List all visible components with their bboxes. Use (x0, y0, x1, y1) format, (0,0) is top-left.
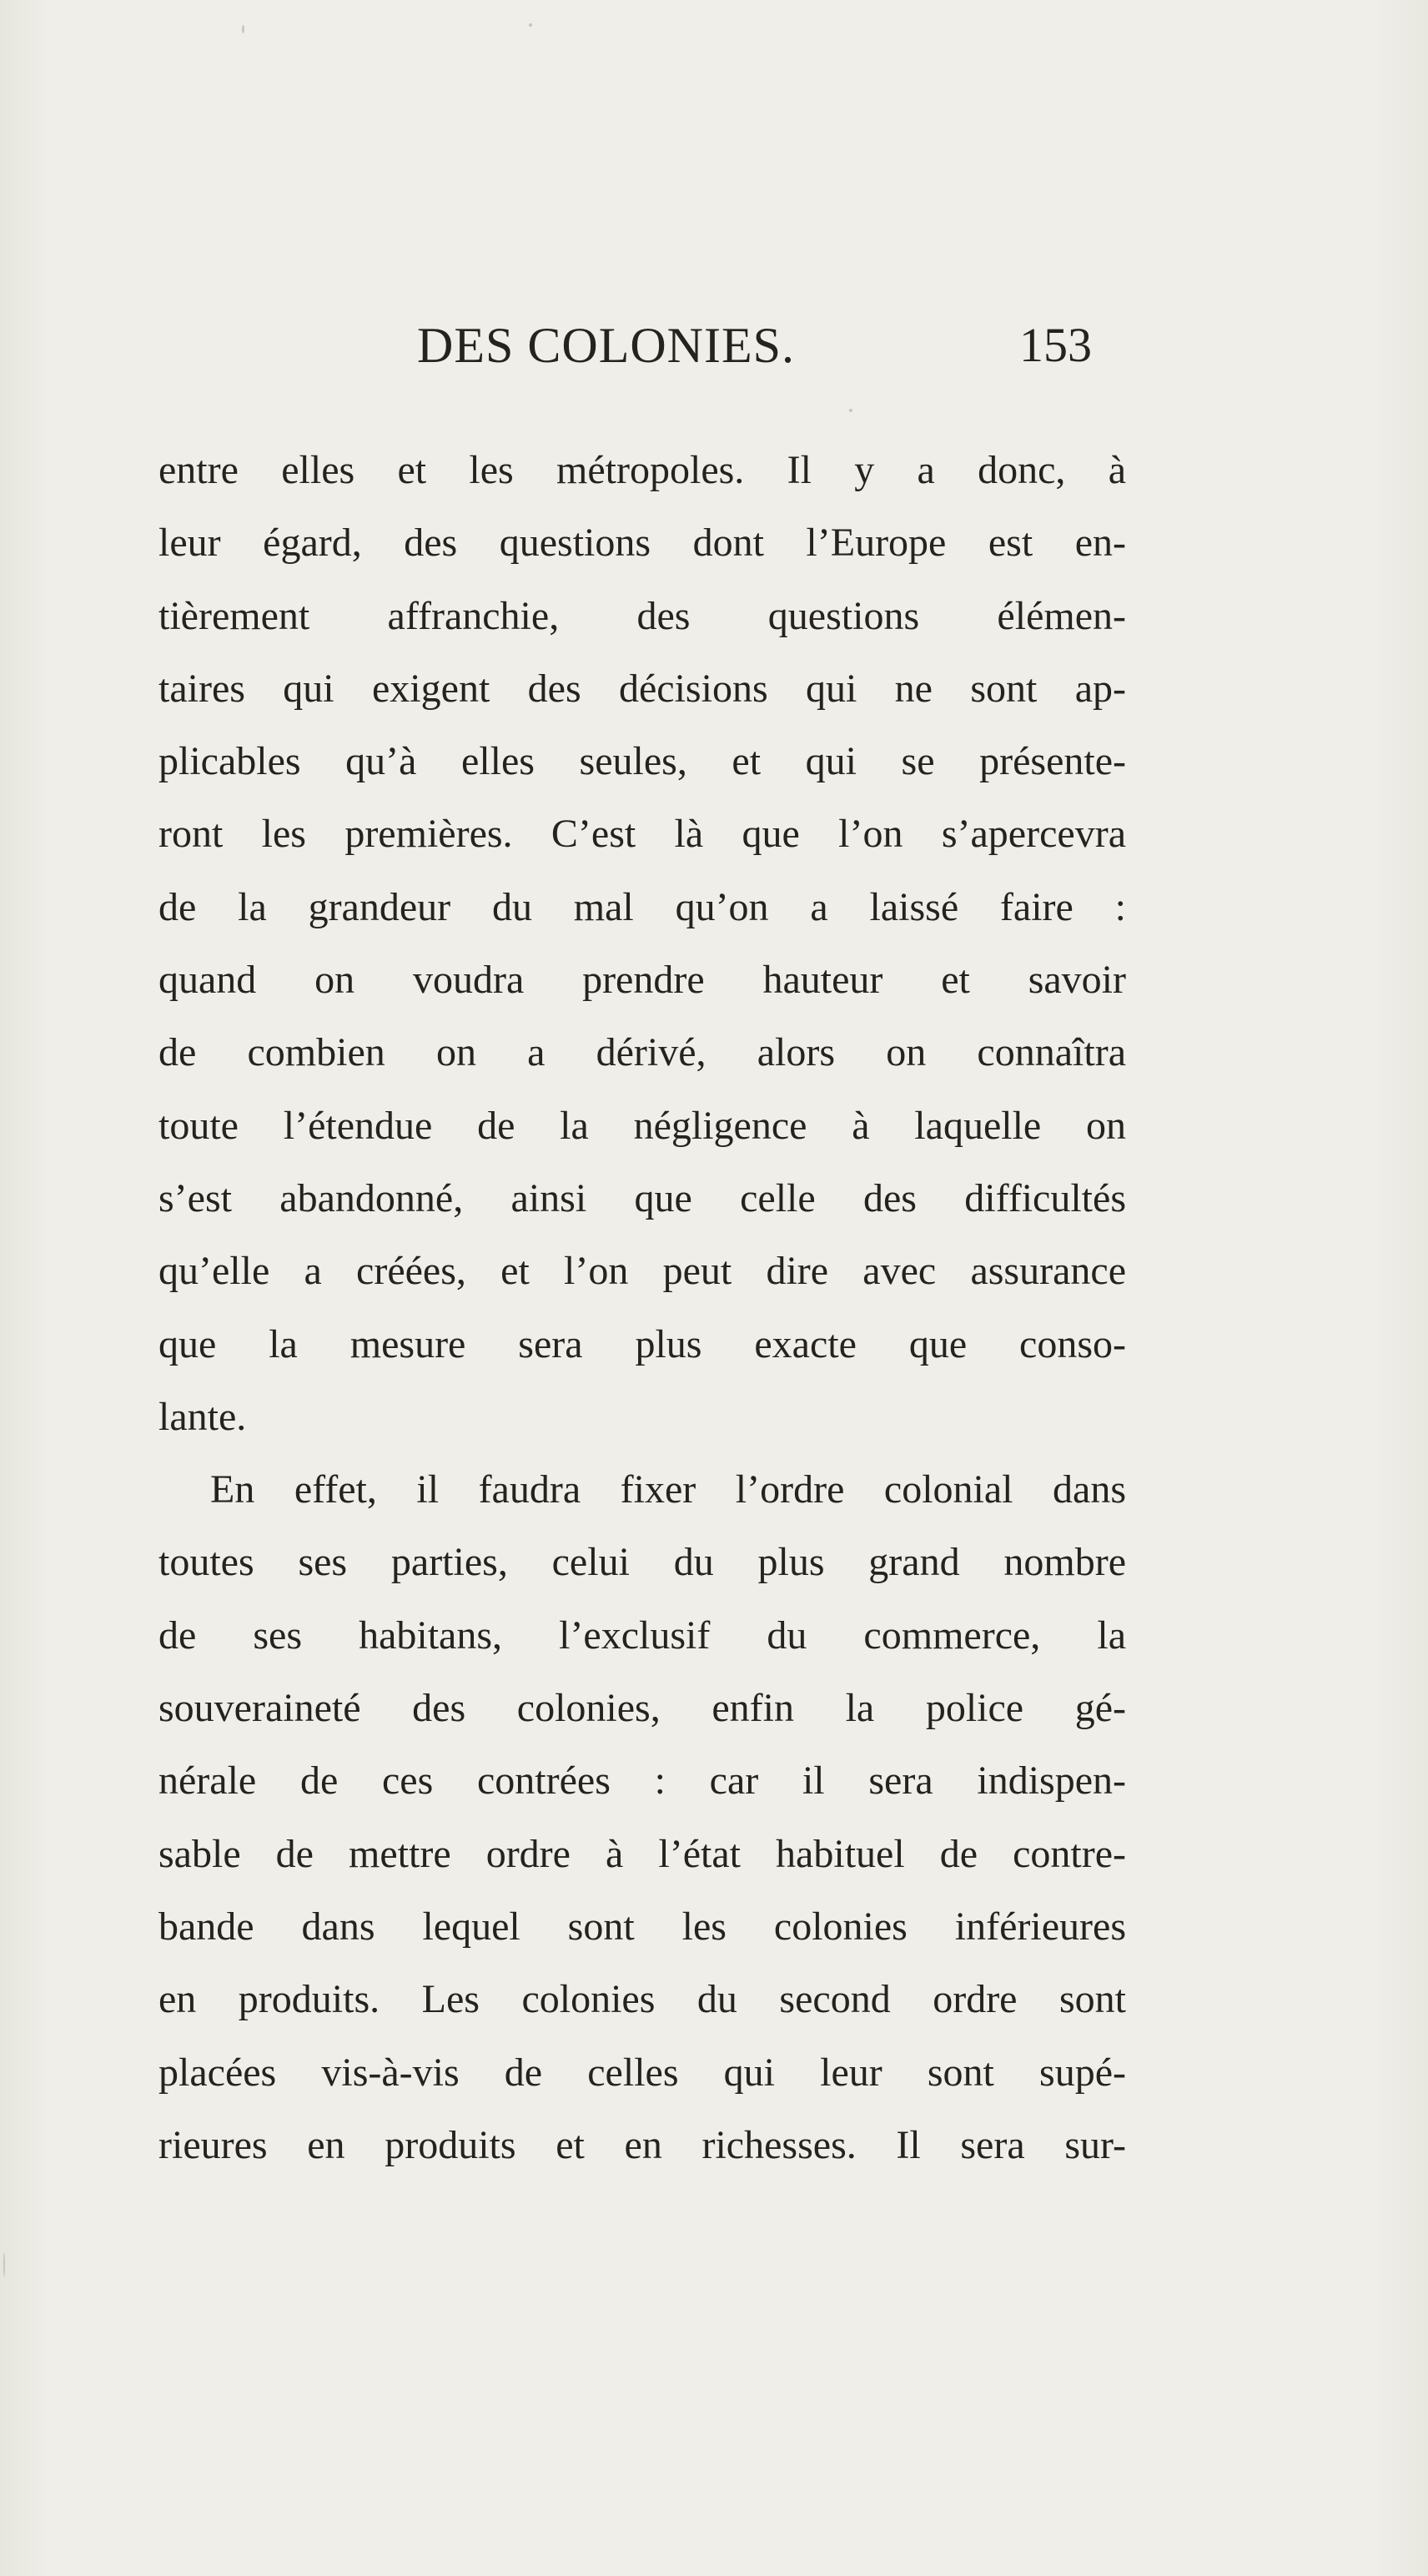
text-line: sable de mettre ordre à l’état habituel de contre- (158, 1831, 1126, 1876)
text-line: placées vis-à-vis de celles qui leur sont supé- (158, 2050, 1126, 2095)
text-line: leur égard, des questions dont l’Europe est en- (158, 521, 1126, 566)
text-line: de combien on a dérivé, alors on connaîtra (158, 1030, 1126, 1075)
text-line: toutes ses parties, celui du plus grand nombre (158, 1540, 1126, 1585)
text-line: qu’elle a créées, et l’on peut dire avec assurance (158, 1249, 1126, 1294)
text-line: que la mesure sera plus exacte que conso- (158, 1321, 1126, 1366)
running-head (0, 312, 1428, 379)
paper-speck (529, 23, 532, 27)
paragraph (158, 434, 1126, 1453)
body-text (158, 434, 1126, 2181)
text-line: quand on voudra prendre hauteur et savoir (158, 958, 1126, 1003)
text-line: de ses habitans, l’exclusif du commerce, la (158, 1613, 1126, 1658)
text-line: souveraineté des colonies, enfin la police gé- (158, 1686, 1126, 1731)
page-number: 153 (1019, 318, 1092, 372)
text-line: toute l’étendue de la négligence à laquelle on (158, 1103, 1126, 1148)
text-line: nérale de ces contrées : car il sera indispen- (158, 1758, 1126, 1804)
text-line: bande dans lequel sont les colonies inférieures (158, 1904, 1126, 1949)
text-line: entre elles et les métropoles. Il y a donc, à (158, 448, 1126, 492)
text-line: En effet, il faudra fixer l’ordre colonial dans (210, 1467, 1126, 1512)
text-line: plicables qu’à elles seules, et qui se présente- (158, 739, 1126, 784)
paragraph (158, 1453, 1126, 2181)
text-line: ront les premières. C’est là que l’on s’apercevra (158, 812, 1126, 857)
text-line: tièrement affranchie, des questions élémen- (158, 593, 1126, 638)
text-line: lante. (158, 1394, 247, 1439)
paper-speck (849, 409, 852, 412)
text-line: rieures en produits et en richesses. Il sera sur- (158, 2122, 1126, 2167)
text-line: de la grandeur du mal qu’on a laissé faire : (158, 884, 1126, 929)
text-line: s’est abandonné, ainsi que celle des difficultés (158, 1175, 1126, 1220)
running-title: DES COLONIES. (417, 318, 796, 373)
text-line: en produits. Les colonies du second ordre sont (158, 1977, 1126, 2022)
paper-speck (242, 25, 244, 33)
paper-speck (3, 2252, 5, 2277)
text-line: taires qui exigent des décisions qui ne sont ap- (158, 666, 1126, 711)
